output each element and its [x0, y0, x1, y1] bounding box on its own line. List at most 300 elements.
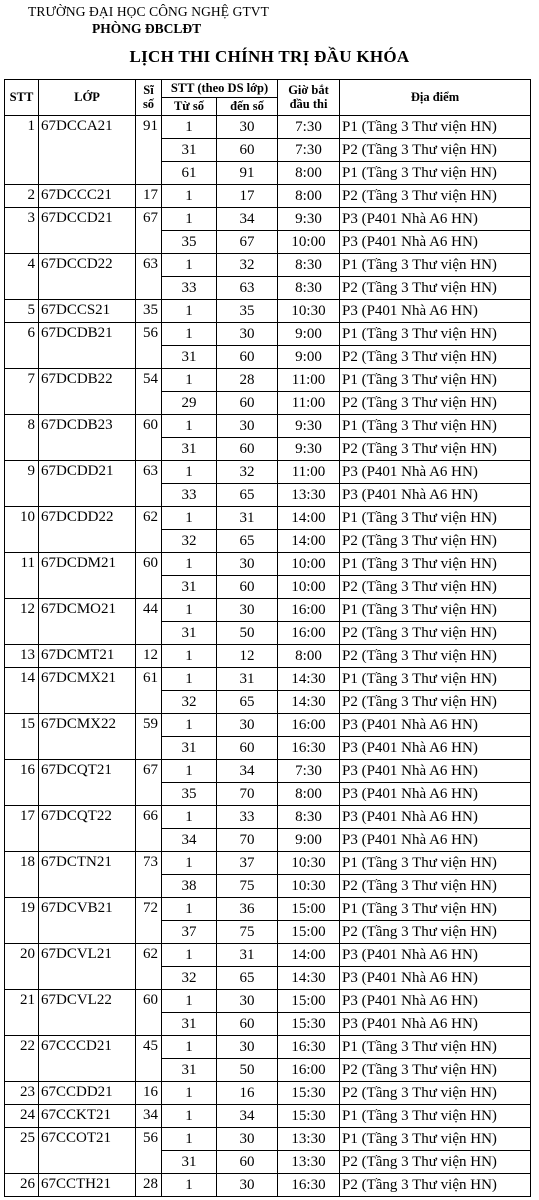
column-header-range: STT (theo DS lớp)	[162, 80, 278, 98]
range-from: 1	[162, 553, 217, 576]
exam-location: P3 (P401 Nhà A6 HN)	[340, 208, 531, 231]
exam-time: 8:00	[278, 645, 340, 668]
table-row	[5, 806, 531, 829]
exam-location: P3 (P401 Nhà A6 HN)	[340, 461, 531, 484]
exam-time: 7:30	[278, 139, 340, 162]
row-stt: 4	[5, 254, 39, 300]
range-to: 60	[217, 1013, 278, 1036]
table-row	[5, 1128, 531, 1151]
row-size: 54	[136, 369, 162, 415]
exam-time: 10:30	[278, 852, 340, 875]
range-from: 1	[162, 208, 217, 231]
row-class: 67DCDB22	[39, 369, 136, 415]
range-to: 65	[217, 530, 278, 553]
row-class: 67DCCA21	[39, 116, 136, 185]
exam-time: 8:30	[278, 254, 340, 277]
table-row	[5, 553, 531, 576]
row-stt: 12	[5, 599, 39, 645]
range-to: 30	[217, 415, 278, 438]
row-class: 67DCCD21	[39, 208, 136, 254]
range-from: 1	[162, 760, 217, 783]
table-row	[5, 415, 531, 438]
row-stt: 7	[5, 369, 39, 415]
row-class: 67DCDD22	[39, 507, 136, 553]
range-to: 60	[217, 1151, 278, 1174]
exam-time: 9:00	[278, 346, 340, 369]
exam-location: P2 (Tầng 3 Thư viện HN)	[340, 185, 531, 208]
range-to: 70	[217, 829, 278, 852]
range-from: 29	[162, 392, 217, 415]
exam-time: 15:30	[278, 1082, 340, 1105]
exam-time: 15:30	[278, 1013, 340, 1036]
range-from: 1	[162, 369, 217, 392]
row-stt: 13	[5, 645, 39, 668]
range-from: 1	[162, 944, 217, 967]
row-size: 66	[136, 806, 162, 852]
exam-location: P2 (Tầng 3 Thư viện HN)	[340, 1082, 531, 1105]
table-row	[5, 599, 531, 622]
table-row	[5, 254, 531, 277]
exam-location: P1 (Tầng 3 Thư viện HN)	[340, 599, 531, 622]
exam-time: 14:30	[278, 691, 340, 714]
exam-location: P1 (Tầng 3 Thư viện HN)	[340, 116, 531, 139]
range-to: 63	[217, 277, 278, 300]
range-to: 75	[217, 875, 278, 898]
row-class: 67DCQT22	[39, 806, 136, 852]
exam-location: P3 (P401 Nhà A6 HN)	[340, 760, 531, 783]
row-class: 67DCQT21	[39, 760, 136, 806]
range-from: 1	[162, 323, 217, 346]
row-size: 28	[136, 1174, 162, 1197]
row-size: 67	[136, 208, 162, 254]
table-row	[5, 760, 531, 783]
row-class: 67CCDD21	[39, 1082, 136, 1105]
range-from: 1	[162, 599, 217, 622]
table-row	[5, 645, 531, 668]
range-from: 1	[162, 898, 217, 921]
range-from: 31	[162, 737, 217, 760]
range-to: 50	[217, 622, 278, 645]
page-title: LỊCH THI CHÍNH TRỊ ĐẦU KHÓA	[129, 47, 410, 66]
range-to: 28	[217, 369, 278, 392]
exam-location: P2 (Tầng 3 Thư viện HN)	[340, 645, 531, 668]
exam-time: 16:00	[278, 714, 340, 737]
exam-location: P3 (P401 Nhà A6 HN)	[340, 967, 531, 990]
exam-location: P1 (Tầng 3 Thư viện HN)	[340, 1105, 531, 1128]
row-size: 63	[136, 254, 162, 300]
row-stt: 15	[5, 714, 39, 760]
row-class: 67DCDB21	[39, 323, 136, 369]
range-to: 30	[217, 116, 278, 139]
table-row	[5, 461, 531, 484]
range-from: 32	[162, 967, 217, 990]
time-line2: đầu thi	[289, 96, 328, 111]
row-stt: 25	[5, 1128, 39, 1174]
exam-location: P2 (Tầng 3 Thư viện HN)	[340, 921, 531, 944]
exam-time: 8:30	[278, 806, 340, 829]
range-from: 1	[162, 1036, 217, 1059]
row-size: 56	[136, 1128, 162, 1174]
range-to: 65	[217, 967, 278, 990]
exam-location: P2 (Tầng 3 Thư viện HN)	[340, 346, 531, 369]
exam-time: 15:30	[278, 1105, 340, 1128]
exam-time: 16:00	[278, 622, 340, 645]
exam-location: P1 (Tầng 3 Thư viện HN)	[340, 323, 531, 346]
range-to: 30	[217, 1174, 278, 1197]
exam-schedule-table	[4, 79, 531, 1197]
range-from: 1	[162, 1174, 217, 1197]
exam-time: 9:00	[278, 323, 340, 346]
row-stt: 16	[5, 760, 39, 806]
range-to: 34	[217, 1105, 278, 1128]
table-row	[5, 1174, 531, 1197]
exam-time: 8:30	[278, 277, 340, 300]
exam-time: 16:30	[278, 1174, 340, 1197]
exam-time: 11:00	[278, 461, 340, 484]
row-stt: 9	[5, 461, 39, 507]
table-row	[5, 944, 531, 967]
exam-location: P3 (P401 Nhà A6 HN)	[340, 806, 531, 829]
range-to: 60	[217, 438, 278, 461]
range-from: 35	[162, 783, 217, 806]
range-to: 65	[217, 484, 278, 507]
range-from: 31	[162, 1151, 217, 1174]
range-to: 65	[217, 691, 278, 714]
range-to: 60	[217, 392, 278, 415]
exam-location: P3 (P401 Nhà A6 HN)	[340, 1013, 531, 1036]
table-row	[5, 852, 531, 875]
exam-time: 10:30	[278, 875, 340, 898]
row-class: 67DCMT21	[39, 645, 136, 668]
row-stt: 18	[5, 852, 39, 898]
row-stt: 10	[5, 507, 39, 553]
exam-location: P1 (Tầng 3 Thư viện HN)	[340, 415, 531, 438]
range-from: 1	[162, 1105, 217, 1128]
range-from: 31	[162, 1059, 217, 1082]
range-to: 33	[217, 806, 278, 829]
exam-location: P1 (Tầng 3 Thư viện HN)	[340, 852, 531, 875]
row-class: 67DCDM21	[39, 553, 136, 599]
row-size: 62	[136, 507, 162, 553]
exam-time: 14:00	[278, 944, 340, 967]
range-to: 50	[217, 1059, 278, 1082]
range-from: 61	[162, 162, 217, 185]
row-stt: 8	[5, 415, 39, 461]
row-class: 67DCVB21	[39, 898, 136, 944]
row-stt: 23	[5, 1082, 39, 1105]
range-from: 1	[162, 714, 217, 737]
range-from: 1	[162, 806, 217, 829]
row-size: 44	[136, 599, 162, 645]
exam-location: P3 (P401 Nhà A6 HN)	[340, 484, 531, 507]
row-stt: 17	[5, 806, 39, 852]
range-to: 32	[217, 461, 278, 484]
table-row	[5, 323, 531, 346]
exam-time: 9:30	[278, 415, 340, 438]
exam-time: 15:00	[278, 990, 340, 1013]
row-class: 67DCTN21	[39, 852, 136, 898]
exam-location: P1 (Tầng 3 Thư viện HN)	[340, 162, 531, 185]
row-size: 72	[136, 898, 162, 944]
row-size: 45	[136, 1036, 162, 1082]
range-to: 30	[217, 553, 278, 576]
exam-time: 7:30	[278, 116, 340, 139]
exam-location: P2 (Tầng 3 Thư viện HN)	[340, 392, 531, 415]
exam-location: P2 (Tầng 3 Thư viện HN)	[340, 576, 531, 599]
column-header-siso	[136, 80, 162, 116]
range-from: 31	[162, 622, 217, 645]
exam-location: P1 (Tầng 3 Thư viện HN)	[340, 668, 531, 691]
table-row	[5, 668, 531, 691]
row-size: 67	[136, 760, 162, 806]
exam-location: P1 (Tầng 3 Thư viện HN)	[340, 369, 531, 392]
row-size: 91	[136, 116, 162, 185]
exam-location: P3 (P401 Nhà A6 HN)	[340, 737, 531, 760]
range-to: 16	[217, 1082, 278, 1105]
range-to: 70	[217, 783, 278, 806]
column-header-to: đến số	[217, 98, 278, 116]
range-to: 32	[217, 254, 278, 277]
row-class: 67CCOT21	[39, 1128, 136, 1174]
range-to: 31	[217, 668, 278, 691]
row-class: 67DCMO21	[39, 599, 136, 645]
table-row	[5, 990, 531, 1013]
row-size: 12	[136, 645, 162, 668]
row-size: 60	[136, 990, 162, 1036]
exam-time: 7:30	[278, 760, 340, 783]
exam-location: P3 (P401 Nhà A6 HN)	[340, 714, 531, 737]
range-from: 31	[162, 346, 217, 369]
row-stt: 5	[5, 300, 39, 323]
range-from: 37	[162, 921, 217, 944]
row-size: 16	[136, 1082, 162, 1105]
range-to: 37	[217, 852, 278, 875]
exam-time: 13:30	[278, 1151, 340, 1174]
range-from: 1	[162, 1128, 217, 1151]
range-to: 36	[217, 898, 278, 921]
column-header-lop: LỚP	[39, 80, 136, 116]
row-size: 60	[136, 415, 162, 461]
schedule-body	[5, 116, 531, 1197]
range-to: 30	[217, 1128, 278, 1151]
exam-location: P3 (P401 Nhà A6 HN)	[340, 990, 531, 1013]
range-to: 60	[217, 139, 278, 162]
exam-location: P2 (Tầng 3 Thư viện HN)	[340, 530, 531, 553]
row-stt: 22	[5, 1036, 39, 1082]
row-stt: 1	[5, 116, 39, 185]
exam-time: 14:30	[278, 668, 340, 691]
exam-location: P2 (Tầng 3 Thư viện HN)	[340, 1059, 531, 1082]
row-size: 17	[136, 185, 162, 208]
school-name: TRƯỜNG ĐẠI HỌC CÔNG NGHỆ GTVT	[28, 4, 269, 19]
exam-time: 8:00	[278, 162, 340, 185]
exam-time: 16:00	[278, 1059, 340, 1082]
exam-time: 16:00	[278, 599, 340, 622]
row-stt: 2	[5, 185, 39, 208]
exam-location: P2 (Tầng 3 Thư viện HN)	[340, 875, 531, 898]
exam-time: 9:30	[278, 208, 340, 231]
row-class: 67DCMX22	[39, 714, 136, 760]
row-stt: 14	[5, 668, 39, 714]
exam-time: 13:30	[278, 484, 340, 507]
siso-line2: số	[142, 96, 155, 111]
range-from: 35	[162, 231, 217, 254]
siso-line1: Sĩ	[143, 83, 154, 98]
row-stt: 24	[5, 1105, 39, 1128]
row-stt: 19	[5, 898, 39, 944]
row-size: 62	[136, 944, 162, 990]
table-row	[5, 116, 531, 139]
range-from: 32	[162, 691, 217, 714]
exam-time: 10:00	[278, 231, 340, 254]
exam-location: P1 (Tầng 3 Thư viện HN)	[340, 898, 531, 921]
range-from: 1	[162, 668, 217, 691]
exam-location: P1 (Tầng 3 Thư viện HN)	[340, 254, 531, 277]
range-from: 1	[162, 852, 217, 875]
row-size: 34	[136, 1105, 162, 1128]
table-row	[5, 300, 531, 323]
range-from: 34	[162, 829, 217, 852]
row-class: 67DCDB23	[39, 415, 136, 461]
range-from: 1	[162, 645, 217, 668]
range-from: 31	[162, 1013, 217, 1036]
row-class: 67CCTH21	[39, 1174, 136, 1197]
row-stt: 26	[5, 1174, 39, 1197]
range-from: 32	[162, 530, 217, 553]
exam-location: P1 (Tầng 3 Thư viện HN)	[340, 1036, 531, 1059]
row-size: 63	[136, 461, 162, 507]
row-class: 67DCCC21	[39, 185, 136, 208]
exam-location: P3 (P401 Nhà A6 HN)	[340, 829, 531, 852]
range-to: 17	[217, 185, 278, 208]
exam-time: 10:00	[278, 576, 340, 599]
row-stt: 6	[5, 323, 39, 369]
exam-time: 13:30	[278, 1128, 340, 1151]
exam-location: P2 (Tầng 3 Thư viện HN)	[340, 139, 531, 162]
row-class: 67CCKT21	[39, 1105, 136, 1128]
table-row	[5, 507, 531, 530]
range-to: 67	[217, 231, 278, 254]
row-class: 67DCMX21	[39, 668, 136, 714]
exam-time: 14:00	[278, 530, 340, 553]
range-from: 1	[162, 300, 217, 323]
exam-time: 11:00	[278, 369, 340, 392]
row-class: 67CCCD21	[39, 1036, 136, 1082]
range-from: 38	[162, 875, 217, 898]
column-header-location: Địa điểm	[340, 80, 531, 116]
range-from: 31	[162, 576, 217, 599]
exam-time: 16:30	[278, 1036, 340, 1059]
exam-location: P2 (Tầng 3 Thư viện HN)	[340, 1151, 531, 1174]
exam-location: P2 (Tầng 3 Thư viện HN)	[340, 438, 531, 461]
row-size: 73	[136, 852, 162, 898]
range-from: 1	[162, 461, 217, 484]
range-from: 1	[162, 185, 217, 208]
exam-time: 8:00	[278, 783, 340, 806]
range-to: 30	[217, 714, 278, 737]
range-to: 60	[217, 346, 278, 369]
exam-location: P1 (Tầng 3 Thư viện HN)	[340, 507, 531, 530]
row-class: 67DCDD21	[39, 461, 136, 507]
range-to: 30	[217, 323, 278, 346]
exam-time: 8:00	[278, 185, 340, 208]
column-header-stt: STT	[5, 80, 39, 116]
range-from: 1	[162, 990, 217, 1013]
exam-time: 14:00	[278, 507, 340, 530]
table-row	[5, 369, 531, 392]
exam-time: 15:00	[278, 898, 340, 921]
range-to: 60	[217, 737, 278, 760]
range-from: 31	[162, 139, 217, 162]
range-to: 12	[217, 645, 278, 668]
row-size: 60	[136, 553, 162, 599]
range-to: 31	[217, 944, 278, 967]
row-size: 35	[136, 300, 162, 323]
row-class: 67DCVL21	[39, 944, 136, 990]
exam-location: P3 (P401 Nhà A6 HN)	[340, 944, 531, 967]
range-from: 31	[162, 438, 217, 461]
table-row	[5, 714, 531, 737]
range-from: 1	[162, 1082, 217, 1105]
exam-location: P3 (P401 Nhà A6 HN)	[340, 300, 531, 323]
exam-time: 15:00	[278, 921, 340, 944]
exam-time: 10:30	[278, 300, 340, 323]
row-stt: 11	[5, 553, 39, 599]
row-size: 59	[136, 714, 162, 760]
row-stt: 21	[5, 990, 39, 1036]
exam-time: 9:30	[278, 438, 340, 461]
department-name: PHÒNG ĐBCLĐT	[92, 21, 202, 36]
table-row	[5, 1082, 531, 1105]
exam-location: P2 (Tầng 3 Thư viện HN)	[340, 691, 531, 714]
exam-location: P3 (P401 Nhà A6 HN)	[340, 783, 531, 806]
row-class: 67DCVL22	[39, 990, 136, 1036]
exam-location: P3 (P401 Nhà A6 HN)	[340, 231, 531, 254]
row-size: 61	[136, 668, 162, 714]
table-row	[5, 208, 531, 231]
range-to: 30	[217, 990, 278, 1013]
column-header-time	[278, 80, 340, 116]
exam-location: P1 (Tầng 3 Thư viện HN)	[340, 553, 531, 576]
row-stt: 3	[5, 208, 39, 254]
range-from: 33	[162, 484, 217, 507]
range-from: 1	[162, 254, 217, 277]
row-class: 67DCCS21	[39, 300, 136, 323]
exam-time: 16:30	[278, 737, 340, 760]
range-to: 30	[217, 1036, 278, 1059]
range-to: 34	[217, 760, 278, 783]
range-to: 34	[217, 208, 278, 231]
row-size: 56	[136, 323, 162, 369]
table-row	[5, 185, 531, 208]
exam-location: P1 (Tầng 3 Thư viện HN)	[340, 1128, 531, 1151]
time-line1: Giờ bắt	[288, 83, 329, 98]
exam-location: P2 (Tầng 3 Thư viện HN)	[340, 1174, 531, 1197]
exam-time: 11:00	[278, 392, 340, 415]
range-to: 91	[217, 162, 278, 185]
range-to: 35	[217, 300, 278, 323]
exam-time: 9:00	[278, 829, 340, 852]
column-header-from: Từ số	[162, 98, 217, 116]
table-row	[5, 1105, 531, 1128]
row-stt: 20	[5, 944, 39, 990]
range-from: 1	[162, 415, 217, 438]
exam-time: 10:00	[278, 553, 340, 576]
range-from: 1	[162, 507, 217, 530]
exam-time: 14:30	[278, 967, 340, 990]
row-class: 67DCCD22	[39, 254, 136, 300]
range-from: 33	[162, 277, 217, 300]
